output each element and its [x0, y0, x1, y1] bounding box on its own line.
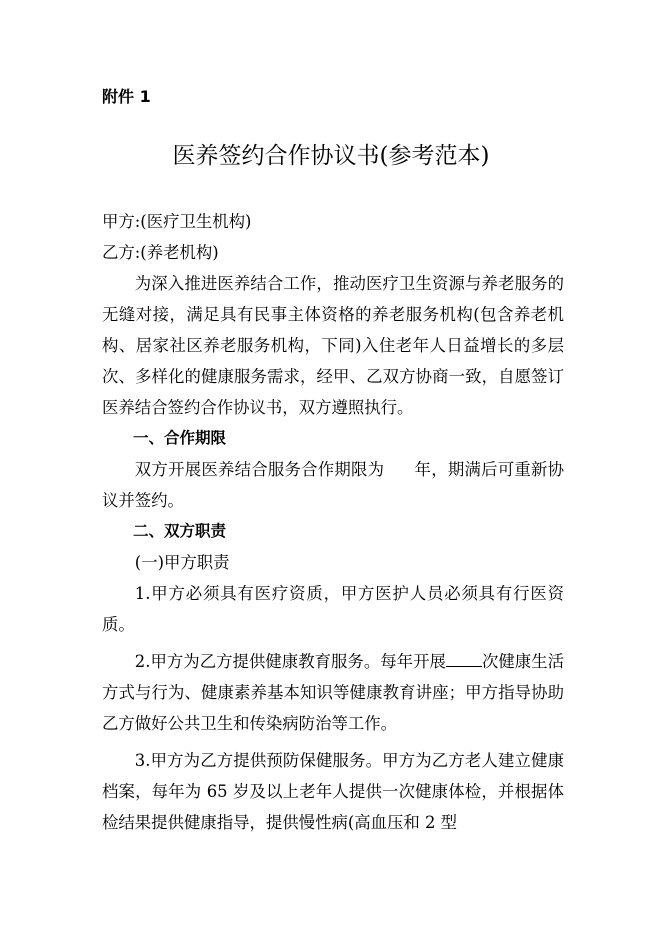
duty-item-2-after: 次健康生活方式与行为、健康素养基本知识等健康教育讲座；甲方指导协助乙方做好公共卫生和传染病防治等工作。 [102, 652, 565, 733]
party-a-line: 甲方:(医疗卫生机构) [102, 212, 252, 231]
attachment-label: 附件 1 [102, 87, 151, 106]
duty-item-1: 1.甲方必须具有医疗资质，甲方医护人员必须具有行医资质。 [102, 584, 564, 634]
duty-item-2-before: 2.甲方为乙方提供健康教育服务。每年开展 [134, 652, 446, 671]
party-b-line: 乙方:(养老机构) [102, 243, 219, 262]
intro-paragraph: 为深入推进医养结合工作，推动医疗卫生资源与养老服务的无缝对接，满足具有民事主体资格的养老服务机构(包含养老机构、居家社区养老服务机构，下同)入住老年人日益增长的多层次、多样化的健康服务需求，经甲、乙双方协商一致，自愿签订医养结合签约合作协议书，双方遵照执行。 [102, 274, 564, 417]
term-text-after: 年，期满后可重新协议并签约。 [102, 460, 565, 510]
section-heading-duties: 二、双方职责 [133, 522, 227, 540]
duty-item-3: 3.甲方为乙方提供预防保健服务。甲方为乙方老人建立健康档案，每年为 65 岁及以上老年人提供一次健康体检，并根据体检结果提供健康指导，提供慢性病(高血压和 2 型 [102, 751, 564, 832]
document-body [102, 206, 564, 838]
duty-item-2 [102, 646, 564, 739]
lecture-count-blank [446, 648, 482, 667]
term-text-before: 双方开展医养结合服务合作期限为 [134, 460, 385, 479]
term-paragraph [102, 454, 564, 516]
document-title: 医养签约合作协议书(参考范本) [172, 143, 490, 169]
section-heading-term: 一、合作期限 [133, 429, 227, 447]
party-a-duties-heading: (一)甲方职责 [134, 553, 230, 572]
